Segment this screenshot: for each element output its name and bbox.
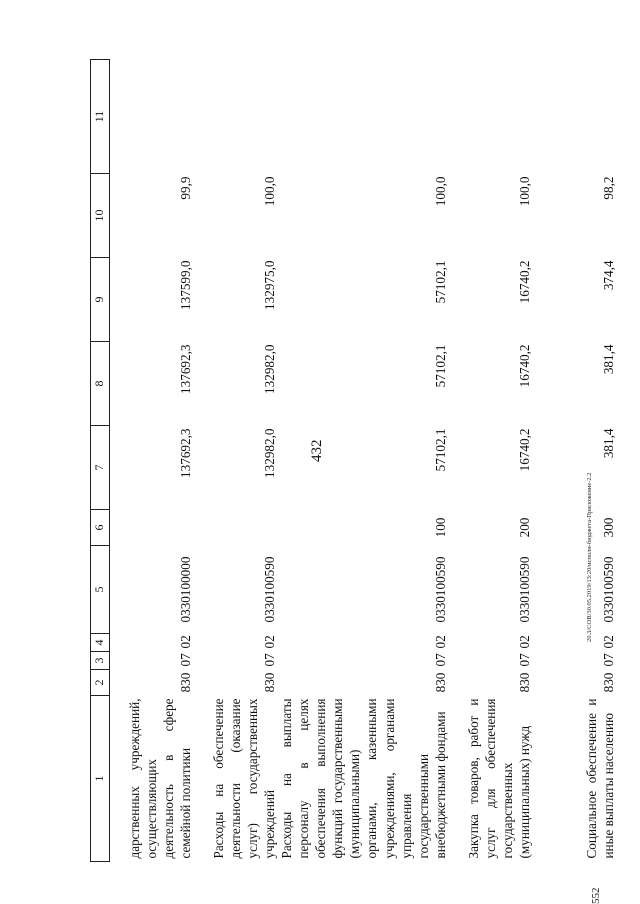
value-refined: 381,4 — [600, 344, 616, 375]
value-refined: 132982,0 — [261, 344, 277, 394]
code-target-article: 0330100590 — [261, 556, 277, 623]
value-refined: 57102,1 — [432, 344, 448, 388]
value-approved: 16740,2 — [516, 428, 532, 472]
value-executed: 374,4 — [600, 260, 616, 291]
code-expense-type: 200 — [516, 517, 532, 538]
code-subsection: 02 — [261, 635, 277, 649]
row-name: Социальное обеспечение и иные выплаты населению — [583, 698, 616, 859]
value-executed: 16740,2 — [516, 260, 532, 304]
code-ministry: 830 — [516, 672, 532, 693]
value-percent: 98,2 — [600, 176, 616, 200]
column-header-11: 11 — [91, 60, 110, 174]
code-ministry: 830 — [261, 672, 277, 693]
value-executed: 57102,1 — [432, 260, 448, 304]
column-header-1: 1 — [91, 696, 110, 862]
code-expense-type: 300 — [600, 517, 616, 538]
code-ministry: 830 — [432, 672, 448, 693]
value-percent: 100,0 — [516, 176, 532, 207]
code-subsection: 02 — [177, 635, 193, 649]
table-row — [533, 60, 617, 862]
value-refined: 16740,2 — [516, 344, 532, 388]
value-approved: 57102,1 — [432, 428, 448, 472]
code-subsection: 02 — [600, 635, 616, 649]
table-body — [91, 60, 617, 862]
page-number: 432 — [309, 439, 325, 462]
code-target-article: 0330100590 — [432, 556, 448, 623]
value-approved: 381,4 — [600, 428, 616, 459]
code-section: 07 — [600, 653, 616, 667]
code-subsection: 02 — [432, 635, 448, 649]
table-row — [194, 60, 278, 862]
value-percent: 100,0 — [261, 176, 277, 207]
row-name: дарственных учреждений, осуществляющих деятельность в сфере семейной политики — [126, 698, 193, 859]
row-name: Расходы на обеспечение деятельности (оказание услуг) государственных учреждений — [210, 698, 277, 859]
code-subsection: 02 — [516, 635, 532, 649]
column-header-9: 9 — [91, 258, 110, 342]
code-ministry: 830 — [600, 672, 616, 693]
code-target-article: 0330100000 — [177, 556, 193, 623]
column-header-3: 3 — [91, 652, 110, 670]
code-section: 07 — [261, 653, 277, 667]
column-header-8: 8 — [91, 342, 110, 426]
column-header-7: 7 — [91, 426, 110, 510]
column-header-6: 6 — [91, 510, 110, 546]
code-expense-type — [194, 510, 278, 546]
budget-table — [90, 59, 617, 862]
column-number-header — [91, 60, 110, 862]
table-row — [110, 60, 195, 862]
value-approved: 137692,3 — [177, 428, 193, 478]
code-section: 07 — [516, 653, 532, 667]
code-expense-type: 100 — [432, 517, 448, 538]
code-section: 07 — [432, 653, 448, 667]
code-target-article: 0330100590 — [516, 556, 532, 623]
value-percent: 100,0 — [432, 176, 448, 207]
table-row — [278, 60, 449, 862]
corner-page-mark: 552 — [590, 887, 602, 904]
column-header-2: 2 — [91, 670, 110, 696]
value-executed: 132975,0 — [261, 260, 277, 310]
code-section: 07 — [177, 653, 193, 667]
table-row — [449, 60, 533, 862]
footer-file-path: 20.3/СОВ/30.05.2019/13:20/исполн-бюджета-Приложение-2.2 — [586, 472, 593, 642]
value-refined: 137692,3 — [177, 344, 193, 394]
column-header-5: 5 — [91, 546, 110, 634]
value-executed: 137599,0 — [177, 260, 193, 310]
value-percent: 99,9 — [177, 176, 193, 200]
code-target-article: 0330100590 — [600, 556, 616, 623]
column-header-10: 10 — [91, 174, 110, 258]
column-header-4: 4 — [91, 634, 110, 652]
row-name: Закупка товаров, работ и услуг для обеспечения государственных (муниципальных) нужд — [465, 698, 532, 859]
code-ministry: 830 — [177, 672, 193, 693]
code-expense-type — [110, 510, 195, 546]
row-name: Расходы на выплаты персоналу в целях обеспечения выполнения функций государственными (муниципальными) органами, казенными учреждениями, органами управления государственными внебюджетными фондами — [279, 698, 448, 859]
value-approved: 132982,0 — [261, 428, 277, 478]
